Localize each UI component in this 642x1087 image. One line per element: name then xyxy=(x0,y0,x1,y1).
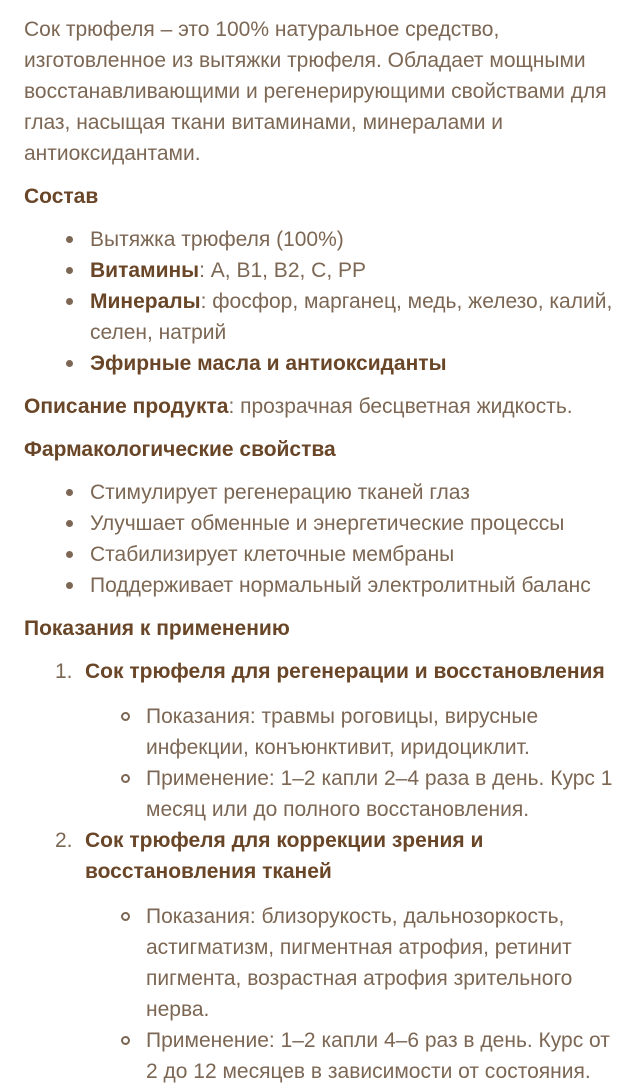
list-item-bold: Витамины xyxy=(90,259,200,282)
list-item-bold: Эфирные масла и антиоксиданты xyxy=(90,352,447,375)
sub-point-text: Показания: близорукость, дальнозоркость, астигматизм, пигментная атрофия, ретинит пигмента, возрастная атрофия зрительного нерва. xyxy=(146,905,573,1021)
item-number: 2. xyxy=(55,829,73,852)
numbered-item-title: Сок трюфеля для коррекции зрения и восстановления тканей xyxy=(85,829,484,883)
list-item-text: Поддерживает нормальный электролитный баланс xyxy=(90,574,591,597)
section-heading-pharmacology: Фармакологические свойства xyxy=(24,438,336,461)
sub-point xyxy=(146,901,618,1025)
list-item xyxy=(90,508,618,539)
sub-point-list xyxy=(85,901,618,1087)
list-item xyxy=(90,348,618,379)
section-heading-indications: Показания к применению xyxy=(24,617,290,640)
sub-point xyxy=(146,701,618,763)
product-description-value: : прозрачная бесцветная жидкость. xyxy=(228,395,573,418)
list-item-text: : A, B1, B2, C, PP xyxy=(199,259,367,282)
sub-point xyxy=(146,763,618,825)
list-item xyxy=(90,477,618,508)
composition-list xyxy=(24,224,618,379)
list-item xyxy=(90,286,618,348)
list-item-text: : фосфор, марганец, медь, железо, калий, селен, натрий xyxy=(90,290,613,344)
list-item xyxy=(90,224,618,255)
list-item-text: Вытяжка трюфеля (100%) xyxy=(90,228,344,251)
section-heading-composition: Состав xyxy=(24,185,99,208)
sub-point-text: Применение: 1–2 капли 4–6 раз в день. Курс от 2 до 12 месяцев в зависимости от состояния. xyxy=(146,1029,610,1083)
product-description-line xyxy=(24,391,618,422)
numbered-item xyxy=(55,825,618,1087)
sub-point-text: Применение: 1–2 капли 2–4 раза в день. Курс 1 месяц или до полного восстановления. xyxy=(146,767,613,821)
indications-list xyxy=(24,656,618,1087)
pharmacology-list xyxy=(24,477,618,601)
numbered-item xyxy=(55,656,618,825)
product-description-label: Описание продукта xyxy=(24,395,229,418)
list-item-text: Стимулирует регенерацию тканей глаз xyxy=(90,481,470,504)
list-item-text: Улучшает обменные и энергетические процессы xyxy=(90,512,565,535)
numbered-item-title: Сок трюфеля для регенерации и восстановления xyxy=(85,660,605,683)
sub-point-text: Показания: травмы роговицы, вирусные инфекции, конъюнктивит, иридоциклит. xyxy=(146,705,539,759)
list-item xyxy=(90,255,618,286)
sub-point xyxy=(146,1025,618,1087)
list-item-bold: Минералы xyxy=(90,290,201,313)
list-item-text: Стабилизирует клеточные мембраны xyxy=(90,543,455,566)
list-item xyxy=(90,570,618,601)
item-number: 1. xyxy=(55,660,73,683)
intro-paragraph: Сок трюфеля – это 100% натуральное средство, изготовленное из вытяжки трюфеля. Обладает мощными восстанавливающими и регенерирующими свойствами для глаз, насыщая ткани витаминами, минералами и антиоксидантами. xyxy=(24,18,607,165)
sub-point-list xyxy=(85,701,618,825)
list-item xyxy=(90,539,618,570)
